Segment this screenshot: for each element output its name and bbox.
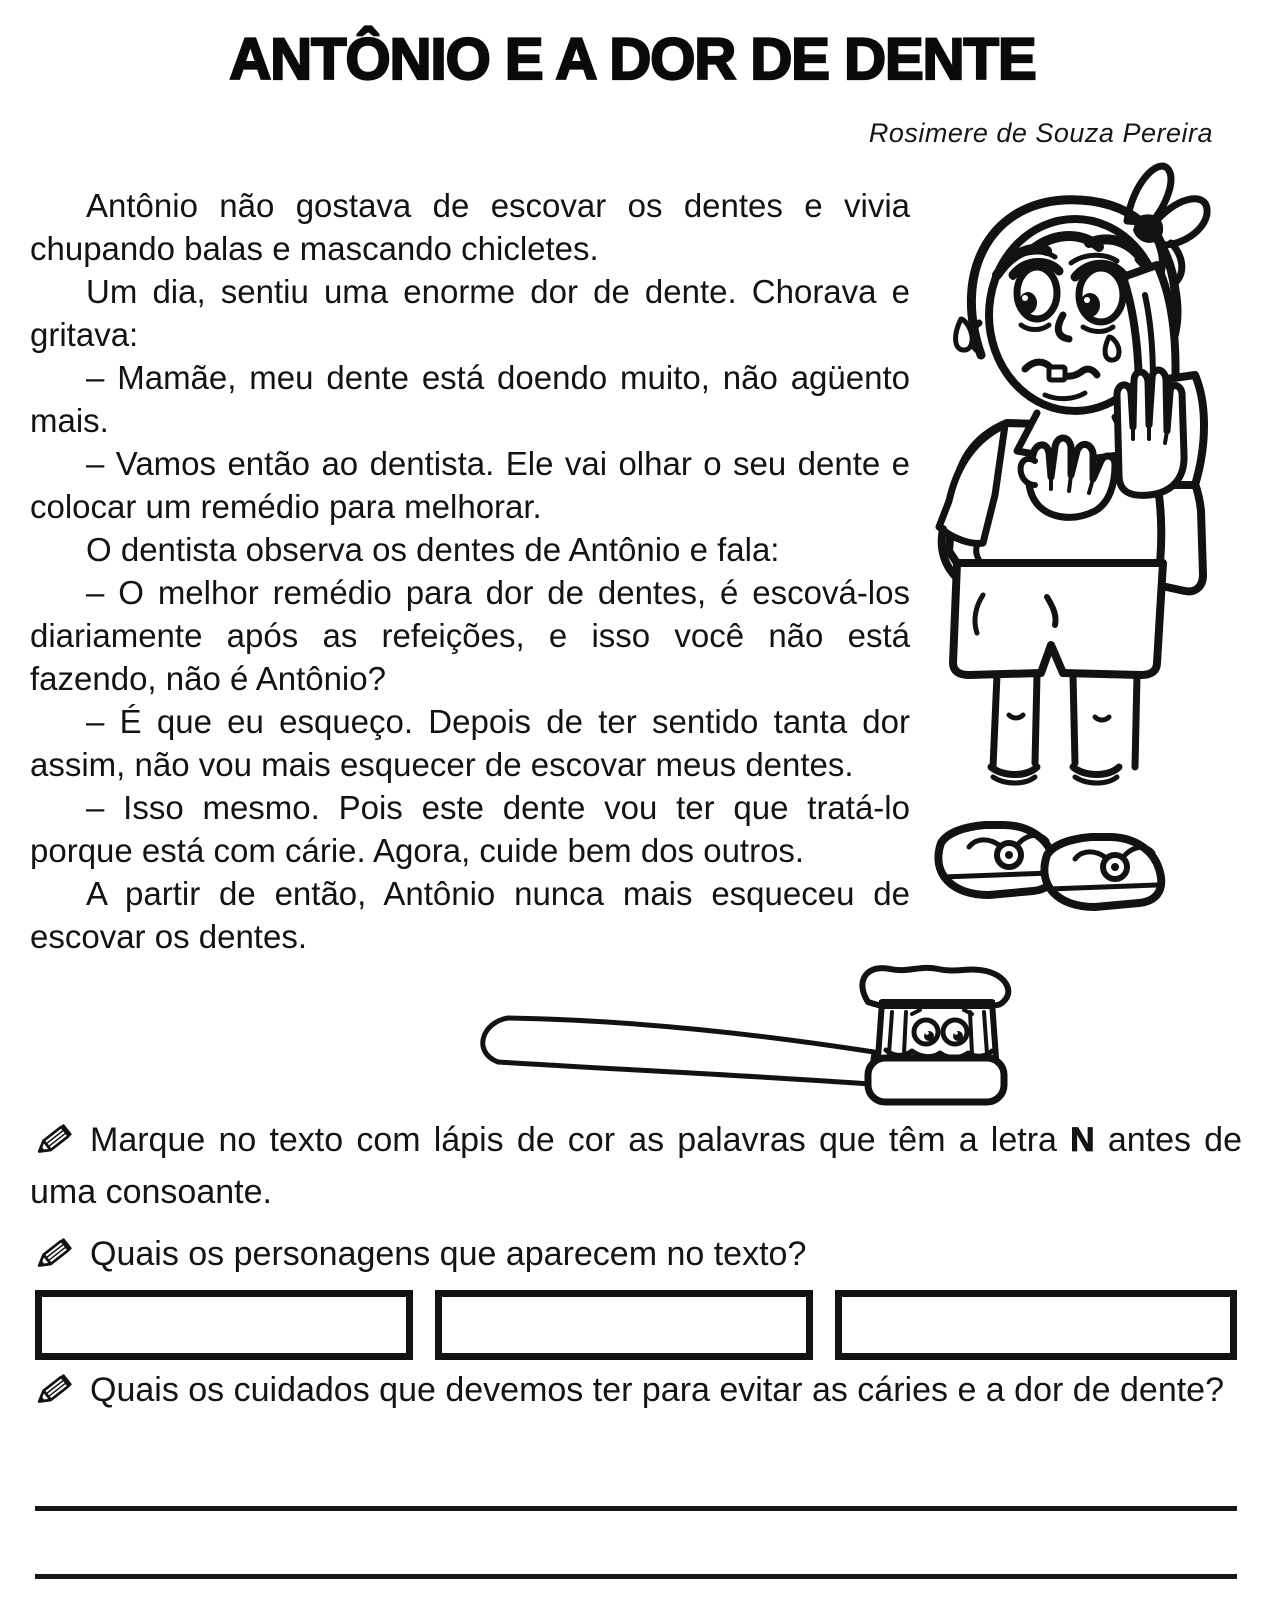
story-paragraph: – Mamãe, meu dente está doendo muito, não agüento mais. [30, 359, 910, 439]
question-cavity-care [30, 1364, 1242, 1416]
child-drawing-svg [913, 155, 1213, 915]
story-paragraph: O dentista observa os dentes de Antônio e fala: [86, 531, 780, 568]
pencil-icon [30, 1369, 82, 1409]
pencil-icon [30, 1119, 82, 1159]
question-characters [30, 1228, 1242, 1280]
toothbrush-illustration [468, 960, 1016, 1112]
answer-box[interactable] [435, 1290, 813, 1360]
story-paragraph: A partir de então, Antônio nunca mais esqueceu de escovar os dentes. [30, 875, 910, 955]
question-text-prefix: Marque no texto com lápis de cor as palavras que têm a letra [90, 1121, 1071, 1159]
answer-line[interactable] [35, 1574, 1237, 1579]
question-letter-n [30, 1114, 1242, 1218]
question-text-suffix: antes de uma consoante. [30, 1121, 1243, 1211]
story-paragraph: Antônio não gostava de escovar os dentes e vivia chupando balas e mascando chicletes. [30, 187, 910, 267]
story-paragraph: Um dia, sentiu uma enorme dor de dente. Chorava e gritava: [30, 273, 910, 353]
crying-child-illustration [913, 155, 1213, 915]
story-paragraph: – Vamos então ao dentista. Ele vai olhar o seu dente e colocar um remédio para melhorar. [30, 445, 910, 525]
toothbrush-drawing-svg [468, 960, 1016, 1112]
highlight-letter-n: N [1070, 1121, 1095, 1159]
answer-box[interactable] [835, 1290, 1237, 1360]
story-paragraph: – É que eu esqueço. Depois de ter sentido tanta dor assim, não vou mais esquecer de escovar meus dentes. [30, 703, 910, 783]
answer-line[interactable] [35, 1506, 1237, 1511]
story-text [30, 184, 910, 958]
question-text: Quais os personagens que aparecem no texto? [90, 1235, 807, 1273]
answer-boxes-row [35, 1290, 1237, 1360]
story-paragraph: – Isso mesmo. Pois este dente vou ter que tratá-lo porque está com cárie. Agora, cuide bem dos outros. [30, 789, 910, 869]
story-paragraph: – O melhor remédio para dor de dentes, é escová-los diariamente após as refeições, e isso você não está fazendo, não é Antônio? [30, 574, 910, 697]
question-text: Quais os cuidados que devemos ter para evitar as cáries e a dor de dente? [90, 1371, 1225, 1409]
answer-box[interactable] [35, 1290, 413, 1360]
page-title: ANTÔNIO E A DOR DE DENTE [229, 27, 1036, 92]
pencil-icon [30, 1233, 82, 1273]
author-credit: Rosimere de Souza Pereira [868, 118, 1213, 148]
